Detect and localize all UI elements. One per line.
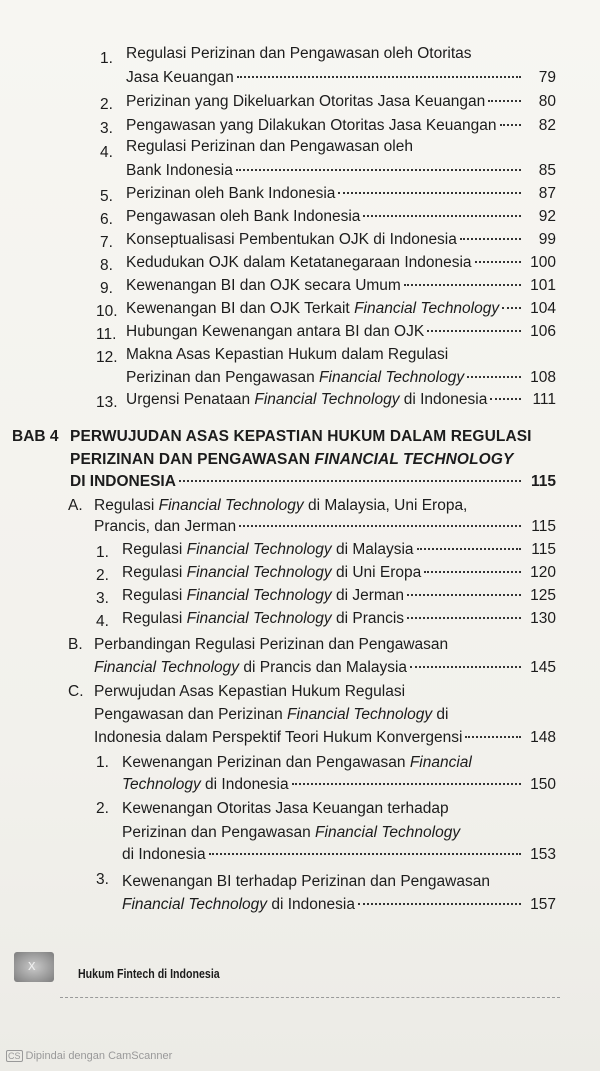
toc-page-number: 153 (530, 846, 556, 863)
dot-leader (460, 238, 521, 240)
toc-text-part: di Malaysia (331, 541, 414, 558)
toc-entry-4[interactable] (126, 162, 556, 180)
toc-text-part: di Uni Eropa (331, 564, 422, 581)
section-text-italic: Financial Technology (94, 659, 240, 676)
dot-leader (490, 398, 521, 400)
toc-item-text: Konseptualisasi Pembentukan OJK di Indonesia (126, 231, 457, 248)
dot-leader (427, 330, 521, 332)
toc-entry-a2[interactable] (122, 564, 556, 582)
dot-leader (358, 903, 521, 905)
toc-text-part: Regulasi (122, 587, 187, 604)
dot-leader (467, 376, 521, 378)
section-letter: B. (68, 636, 83, 653)
toc-text-italic: Financial Technology (319, 369, 465, 386)
toc-page-number: 100 (530, 254, 556, 271)
section-text-part: di Malaysia, Uni Eropa, (303, 497, 468, 514)
toc-text-part: di Indonesia (267, 896, 355, 913)
toc-entry-3[interactable] (126, 117, 556, 135)
toc-item-number: 12. (96, 349, 118, 366)
toc-page-number: 115 (531, 541, 556, 558)
toc-entry-6[interactable] (126, 208, 556, 226)
toc-item-number: 9. (100, 280, 113, 297)
toc-page-number: 111 (532, 391, 556, 408)
dot-leader (407, 617, 521, 619)
toc-entry-12[interactable] (126, 369, 556, 387)
toc-page-number: 104 (530, 300, 556, 317)
toc-item-text (126, 391, 487, 409)
section-text (94, 659, 407, 677)
dot-leader (179, 480, 521, 482)
section-text: Perwujudan Asas Kepastian Hukum Regulasi (94, 683, 406, 700)
toc-page-number: 115 (531, 518, 556, 535)
dot-leader (338, 192, 521, 194)
toc-page-number: 108 (530, 369, 556, 386)
toc-page-number: 157 (530, 896, 556, 913)
chapter-title-line (70, 451, 513, 469)
toc-entry-a3[interactable] (122, 587, 556, 605)
toc-page-number: 125 (530, 587, 556, 604)
toc-text-italic: Financial (409, 754, 472, 771)
dot-leader (236, 169, 521, 171)
toc-item-text: Pengawasan yang Dilakukan Otoritas Jasa Keuangan (126, 117, 497, 134)
dot-leader (500, 124, 521, 126)
toc-text-part: Regulasi (122, 610, 187, 627)
dot-leader (424, 571, 521, 573)
dot-leader (410, 666, 521, 668)
footer-rule (60, 997, 560, 998)
toc-text-italic: Financial Technology (122, 896, 268, 913)
section-text-part: di Prancis dan Malaysia (239, 659, 408, 676)
toc-item-number: 5. (100, 188, 113, 205)
toc-text-italic: Technology (122, 776, 201, 793)
toc-page-number: 85 (538, 162, 556, 179)
section-text (94, 497, 467, 515)
toc-item-text (122, 564, 421, 582)
toc-item-number: 10. (96, 303, 118, 320)
scanner-watermark (6, 1050, 172, 1062)
toc-item-text: Bank Indonesia (126, 162, 233, 179)
toc-section-a[interactable] (94, 518, 556, 536)
toc-entry-11[interactable] (126, 323, 556, 341)
toc-page-number: 80 (538, 93, 556, 110)
toc-page-number: 82 (538, 117, 556, 134)
toc-page-number: 87 (538, 185, 556, 202)
toc-entry-8[interactable] (126, 254, 556, 272)
dot-leader (417, 548, 521, 550)
toc-item-number: 8. (100, 257, 113, 274)
toc-item-number: 4. (96, 613, 109, 630)
toc-page-number: 79 (538, 69, 556, 86)
scanner-watermark-text: Dipindai dengan CamScanner (25, 1050, 173, 1062)
toc-text-part: Kewenangan Perizinan dan Pengawasan (122, 754, 410, 771)
section-text-italic: Financial Technology (158, 497, 304, 514)
toc-text-part: di Prancis (331, 610, 405, 627)
toc-text-part: Perizinan dan Pengawasan (122, 824, 316, 841)
toc-entry-7[interactable] (126, 231, 556, 249)
toc-item-text: Kewenangan BI dan OJK secara Umum (126, 277, 401, 294)
toc-item-number: 3. (96, 590, 109, 607)
toc-item-number: 2. (96, 800, 109, 817)
toc-text-italic: Financial Technology (186, 541, 332, 558)
toc-item-number: 13. (96, 394, 118, 411)
toc-page-number: 148 (530, 729, 556, 746)
dot-leader (239, 525, 521, 527)
toc-item-text (122, 896, 355, 914)
toc-item-text: Regulasi Perizinan dan Pengawasan oleh Otoritas (126, 45, 472, 62)
toc-section-b[interactable] (94, 659, 556, 677)
toc-item-number: 2. (96, 567, 109, 584)
section-text-part: Pengawasan dan Perizinan (94, 706, 288, 723)
toc-page-number: 145 (530, 659, 556, 676)
page-marker-label: x (28, 957, 36, 974)
toc-item-text (126, 369, 464, 387)
section-text-part: Regulasi (94, 497, 159, 514)
section-letter: C. (68, 683, 84, 700)
section-text-part: di (432, 706, 449, 723)
toc-text-italic: Financial Technology (186, 587, 332, 604)
toc-item-text (122, 754, 472, 772)
toc-chapter-4[interactable] (70, 473, 556, 491)
toc-item-text: Kewenangan Otoritas Jasa Keuangan terhadap (122, 800, 449, 817)
toc-entry-c3[interactable] (122, 896, 556, 914)
toc-item-text (122, 610, 404, 628)
toc-item-text: Kedudukan OJK dalam Ketatanegaraan Indonesia (126, 254, 472, 271)
dot-leader (502, 307, 521, 309)
dot-leader (363, 215, 521, 217)
toc-item-number: 4. (100, 144, 113, 161)
toc-item-text: Pengawasan oleh Bank Indonesia (126, 208, 361, 225)
chapter-title-part: PERIZINAN DAN PENGAWASAN (70, 451, 315, 468)
dot-leader (209, 853, 521, 855)
toc-entry-a4[interactable] (122, 610, 556, 628)
dot-leader (292, 783, 521, 785)
toc-page-number: 150 (530, 776, 556, 793)
toc-item-text: Perizinan yang Dikeluarkan Otoritas Jasa Keuangan (126, 93, 486, 110)
toc-entry-13[interactable] (126, 391, 556, 409)
toc-text-part: Kewenangan BI dan OJK Terkait (126, 300, 355, 317)
toc-text-italic: Financial Technology (354, 300, 500, 317)
toc-entry-2[interactable] (126, 93, 556, 111)
toc-entry-c1[interactable] (122, 776, 556, 794)
dot-leader (488, 100, 521, 102)
toc-item-text: Hubungan Kewenangan antara BI dan OJK (126, 323, 425, 340)
toc-item-number: 1. (96, 754, 109, 771)
toc-page-number: 130 (530, 610, 556, 627)
section-text: Indonesia dalam Perspektif Teori Hukum Konvergensi (94, 729, 463, 746)
toc-item-number: 3. (96, 871, 109, 888)
toc-text-part: Urgensi Penataan (126, 391, 255, 408)
toc-text-italic: Financial Technology (254, 391, 400, 408)
running-footer-title: Hukum Fintech di Indonesia (78, 967, 220, 981)
chapter-title-line: DI INDONESIA (70, 473, 176, 490)
toc-entry-1[interactable] (126, 69, 556, 87)
chapter-title-line: PERWUJUDAN ASAS KEPASTIAN HUKUM DALAM REGULASI (70, 428, 532, 445)
toc-entry-a1[interactable] (122, 541, 556, 559)
toc-entry-5[interactable] (126, 185, 556, 203)
dot-leader (475, 261, 521, 263)
toc-item-number: 3. (100, 120, 113, 137)
chapter-title-italic: FINANCIAL TECHNOLOGY (314, 451, 514, 468)
toc-text-part: di Indonesia (200, 776, 289, 793)
toc-text-part: Regulasi (122, 541, 187, 558)
toc-text-part: di Indonesia (399, 391, 488, 408)
toc-item-number: 6. (100, 211, 113, 228)
toc-text-part: Perizinan dan Pengawasan (126, 369, 320, 386)
section-letter: A. (68, 497, 83, 514)
toc-item-text (122, 776, 289, 794)
section-text: Prancis, dan Jerman (94, 518, 237, 535)
toc-page-number: 92 (538, 208, 556, 225)
toc-item-text: Kewenangan BI terhadap Perizinan dan Pengawasan (122, 873, 490, 890)
dot-leader (465, 736, 521, 738)
toc-text-part: Regulasi (122, 564, 187, 581)
camscanner-logo-icon: CS (8, 1051, 21, 1061)
section-text: Perbandingan Regulasi Perizinan dan Pengawasan (94, 636, 449, 653)
toc-item-number: 11. (96, 326, 117, 343)
toc-page-number: 115 (530, 473, 556, 490)
dot-leader (404, 284, 521, 286)
toc-text-italic: Financial Technology (186, 610, 332, 627)
toc-text-italic: Financial Technology (186, 564, 332, 581)
toc-text-italic: Financial Technology (315, 824, 461, 841)
toc-item-text (122, 541, 414, 559)
toc-page-number: 101 (530, 277, 556, 294)
toc-entry-c2[interactable] (122, 846, 556, 864)
toc-page-number: 99 (538, 231, 556, 248)
dot-leader (237, 76, 521, 78)
toc-page-number: 120 (530, 564, 556, 581)
toc-item-text: Regulasi Perizinan dan Pengawasan oleh (126, 138, 413, 155)
toc-item-number: 2. (100, 96, 113, 113)
toc-section-c[interactable] (94, 729, 556, 747)
toc-item-text: di Indonesia (122, 846, 206, 863)
toc-item-number: 1. (100, 50, 113, 67)
toc-item-text: Jasa Keuangan (126, 69, 234, 86)
toc-item-text: Makna Asas Kepastian Hukum dalam Regulasi (126, 346, 449, 363)
toc-entry-10[interactable] (126, 300, 556, 318)
toc-item-number: 1. (96, 544, 109, 561)
toc-page-number: 106 (530, 323, 556, 340)
section-text-italic: Financial Technology (287, 706, 433, 723)
toc-item-text (122, 587, 404, 605)
section-text (94, 706, 448, 724)
toc-entry-9[interactable] (126, 277, 556, 295)
toc-item-text (122, 824, 460, 842)
chapter-label: BAB 4 (12, 428, 59, 445)
toc-text-part: di Jerman (331, 587, 405, 604)
toc-item-number: 7. (100, 234, 113, 251)
toc-item-text (126, 300, 499, 318)
dot-leader (407, 594, 521, 596)
toc-item-text: Perizinan oleh Bank Indonesia (126, 185, 336, 202)
